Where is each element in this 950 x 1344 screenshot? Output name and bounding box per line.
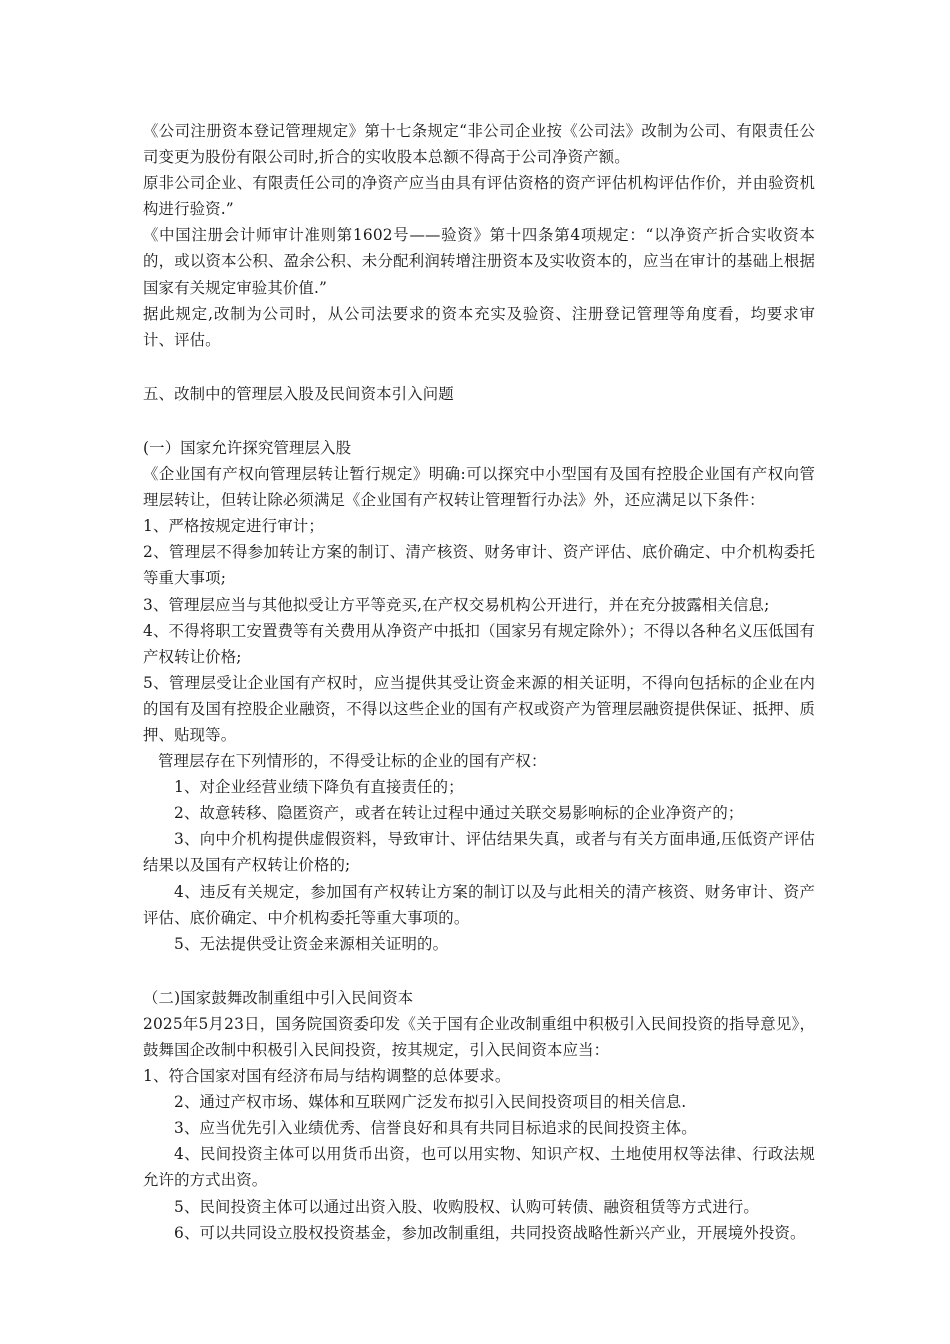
blank-line <box>143 957 815 985</box>
paragraph-conclusion: 据此规定,改制为公司时，从公司法要求的资本充实及验资、注册登记管理等角度看，均要求审计、评估。 <box>143 304 815 349</box>
blank-line <box>143 407 815 435</box>
list-item-private-capital: 6、可以共同设立股权投资基金，参加改制重组，共同投资战略性新兴产业，开展境外投资。 <box>174 1223 806 1242</box>
list-item-condition: 4、不得将职工安置费等有关费用从净资产中抵扣（国家另有规定除外）；不得以各种名义压低国有产权转让价格; <box>143 621 815 666</box>
list-item-restriction: 1、对企业经营业绩下降负有直接责任的； <box>174 778 464 797</box>
list-item-private-capital: 4、民间投资主体可以用货币出资，也可以用实物、知识产权、土地使用权等法律、行政法规允许的方式出资。 <box>143 1145 815 1190</box>
list-item-private-capital: 3、应当优先引入业绩优秀、信誉良好和具有共同目标追求的民间投资主体。 <box>174 1119 697 1138</box>
list-item-condition: 2、管理层不得参加转让方案的制订、清产核资、财务审计、资产评估、底价确定、中介机构委托等重大事项; <box>143 543 815 588</box>
subsection-heading-two: （二)国家鼓舞改制重组中引入民间资本 <box>143 988 414 1007</box>
list-item-restriction: 4、违反有关规定，参加国有产权转让方案的制订以及与此相关的清产核资、财务审计、资产评估、底价确定、中介机构委托等重大事项的。 <box>143 882 815 927</box>
list-item-condition: 1、严格按规定进行审计； <box>143 517 324 536</box>
paragraph-restriction-intro: 管理层存在下列情形的，不得受让标的企业的国有产权： <box>158 752 547 771</box>
paragraph-audit-standard: 《中国注册会计师审计准则第1602号——验资》第十四条第4项规定：“以净资产折合实收资本的，或以资本公积、盈余公积、未分配利润转增注册资本及实收资本的，应当在审计的基础上根据国家有关规定审验其价值.” <box>143 226 815 297</box>
list-item-restriction: 5、无法提供受让资金来源相关证明的。 <box>174 934 449 953</box>
paragraph-net-assets-appraisal: 原非公司企业、有限责任公司的净资产应当由具有评估资格的资产评估机构评估作价，并由验资机构进行验资.” <box>143 174 815 219</box>
document-body <box>143 118 815 1246</box>
section-heading-five: 五、改制中的管理层入股及民间资本引入问题 <box>143 384 454 403</box>
subsection-heading-one: (一）国家允许探究管理层入股 <box>143 438 352 457</box>
list-item-private-capital: 2、通过产权市场、媒体和互联网广泛发布拟引入民间投资项目的相关信息. <box>174 1093 687 1112</box>
paragraph-management-transfer-intro: 《企业国有产权向管理层转让暂行规定》明确:可以探究中小型国有及国有控股企业国有产权向管理层转让，但转让除必须满足《企业国有产权转让管理暂行办法》外，还应满足以下条件： <box>143 465 815 510</box>
list-item-condition: 5、管理层受让企业国有产权时，应当提供其受让资金来源的相关证明，不得向包括标的企业在内的国有及国有控股企业融资，不得以这些企业的国有产权或资产为管理层融资提供保证、抵押、质押、贴现等。 <box>143 673 815 744</box>
list-item-restriction: 2、故意转移、隐匿资产，或者在转让过程中通过关联交易影响标的企业净资产的； <box>174 804 744 823</box>
paragraph-registration-rule: 《公司注册资本登记管理规定》第十七条规定“非公司企业按《公司法》改制为公司、有限责任公司变更为股份有限公司时,折合的实收股本总额不得高于公司净资产额。 <box>143 122 815 167</box>
list-item-private-capital: 1、符合国家对国有经济布局与结构调整的总体要求。 <box>143 1067 511 1086</box>
list-item-private-capital: 5、民间投资主体可以通过出资入股、收购股权、认购可转债、融资租赁等方式进行。 <box>174 1197 759 1216</box>
blank-line <box>143 353 815 381</box>
list-item-condition: 3、管理层应当与其他拟受让方平等竞买,在产权交易机构公开进行，并在充分披露相关信息; <box>143 595 770 614</box>
paragraph-private-capital-intro: 2025年5月23日，国务院国资委印发《关于国有企业改制重组中积极引入民间投资的指导意见》，鼓舞国企改制中积极引入民间投资，按其规定，引入民间资本应当： <box>143 1014 815 1059</box>
list-item-restriction: 3、向中介机构提供虚假资料，导致审计、评估结果失真，或者与有关方面串通,压低资产评估结果以及国有产权转让价格的; <box>143 830 815 875</box>
